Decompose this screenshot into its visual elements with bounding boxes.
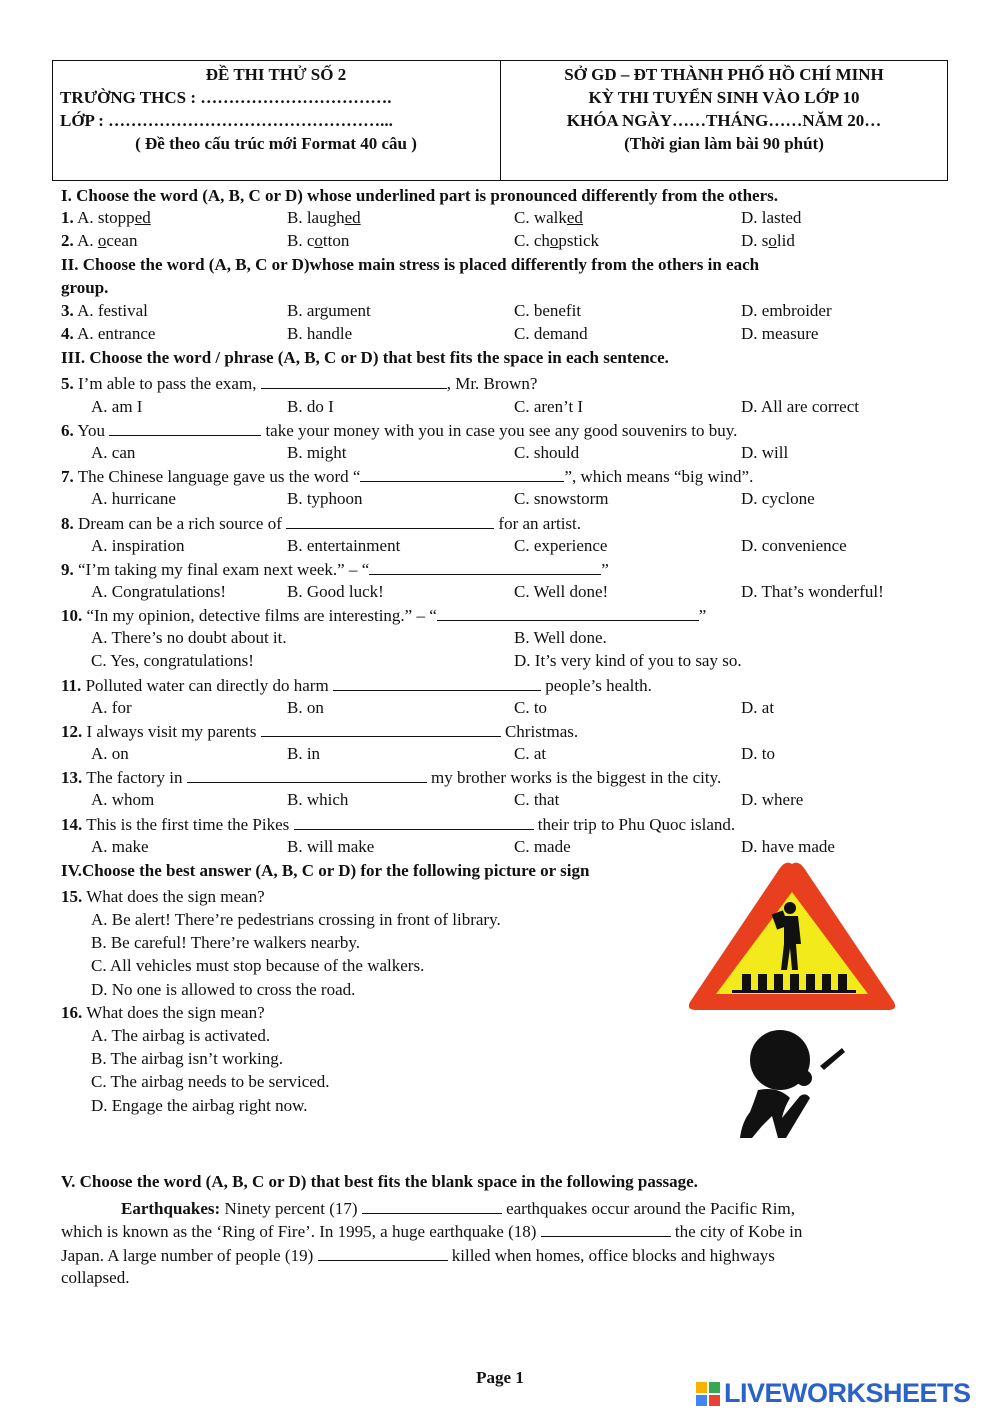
q11-stem: 11. Polluted water can directly do harm people’s health.	[61, 676, 652, 695]
exam-duration: (Thời gian làm bài 90 phút)	[624, 134, 824, 153]
answer-blank[interactable]	[261, 373, 447, 389]
q8-option-d: D. convenience	[741, 536, 847, 555]
q-number: 1.	[61, 208, 74, 227]
q3-option-d: D. embroider	[741, 301, 832, 320]
q11-option-b: B. on	[287, 698, 324, 717]
passage-line-1: Earthquakes: Ninety percent (17) earthquakes occur around the Pacific Rim,	[121, 1199, 795, 1218]
q11-option-c: C. to	[514, 698, 548, 717]
q5-option-d: D. All are correct	[741, 397, 859, 416]
q1-option-b: B. laughed	[287, 208, 361, 227]
q6-stem: 6. You take your money with you in case you see any good souvenirs to buy.	[61, 421, 738, 440]
q13-option-a: A. whom	[91, 790, 155, 809]
q1-row: 1. A. stopped	[61, 208, 151, 227]
q6-option-a: A. can	[91, 443, 136, 462]
q16-stem: 16. What does the sign mean?	[61, 1003, 265, 1022]
q9-option-b: B. Good luck!	[287, 582, 384, 601]
q13-option-c: C. that	[514, 790, 560, 809]
passage-line-2: which is known as the ‘Ring of Fire’. In 1995, a huge earthquake (18) the city of Kobe in	[61, 1222, 803, 1241]
q15-stem: 15. What does the sign mean?	[61, 887, 265, 906]
q13-stem: 13. The factory in my brother works is the biggest in the city.	[61, 768, 722, 787]
q3-option-c: C. benefit	[514, 301, 582, 320]
q13-option-d: D. where	[741, 790, 804, 809]
airbag-warning-icon	[738, 1026, 848, 1144]
passage-title: Earthquakes:	[121, 1199, 221, 1218]
answer-blank[interactable]	[294, 814, 534, 830]
q7-option-b: B. typhoon	[287, 489, 363, 508]
q11-option-a: A. for	[91, 698, 132, 717]
liveworksheets-logo[interactable]	[694, 1378, 994, 1408]
q8-option-a: A. inspiration	[91, 536, 185, 555]
q3-option-a: 3. A. festival	[61, 301, 148, 320]
q2-option-b: B. cotton	[287, 231, 350, 250]
q15-option-b: B. Be careful! There’re walkers nearby.	[91, 933, 361, 952]
answer-blank[interactable]	[286, 513, 494, 529]
q1-option-d: D. lasted	[741, 208, 802, 227]
q5-stem: 5. I’m able to pass the exam, , Mr. Brown?	[61, 374, 538, 393]
q15-option-c: C. All vehicles must stop because of the walkers.	[91, 956, 425, 975]
section1-heading: I. Choose the word (A, B, C or D) whose underlined part is pronounced differently from the others.	[61, 186, 778, 205]
exam-name: KỲ THI TUYỂN SINH VÀO LỚP 10	[588, 88, 860, 107]
q16-option-c: C. The airbag needs to be serviced.	[91, 1072, 330, 1091]
q9-option-c: C. Well done!	[514, 582, 609, 601]
answer-blank[interactable]	[333, 675, 541, 691]
q13-option-b: B. which	[287, 790, 349, 809]
section5-heading: V. Choose the word (A, B, C or D) that best fits the blank space in the following passage.	[61, 1172, 698, 1191]
q3-option-b: B. argument	[287, 301, 371, 320]
department: SỞ GD – ĐT THÀNH PHỐ HỒ CHÍ MINH	[564, 65, 884, 84]
q5-option-a: A. am I	[91, 397, 143, 416]
q10-option-b: B. Well done.	[514, 628, 607, 647]
q6-option-c: C. should	[514, 443, 580, 462]
q7-option-c: C. snowstorm	[514, 489, 609, 508]
exam-title: ĐỀ THI THỬ SỐ 2	[205, 65, 347, 84]
q14-stem: 14. This is the first time the Pikes their trip to Phu Quoc island.	[61, 815, 736, 834]
q14-option-c: C. made	[514, 837, 571, 856]
q2-option-d: D. solid	[741, 231, 795, 250]
section4-heading: IV.Choose the best answer (A, B, C or D) for the following picture or sign	[61, 861, 590, 880]
q7-option-a: A. hurricane	[91, 489, 176, 508]
school-field: TRƯỜNG THCS : …………………………….	[60, 88, 392, 107]
format-note: ( Đề theo cấu trúc mới Format 40 câu )	[135, 134, 417, 153]
q2-row: 2. A. ocean	[61, 231, 138, 250]
q6-option-d: D. will	[741, 443, 789, 462]
q16-option-b: B. The airbag isn’t working.	[91, 1049, 284, 1068]
q15-option-a: A. Be alert! There’re pedestrians crossing in front of library.	[91, 910, 501, 929]
q5-option-c: C. aren’t I	[514, 397, 584, 416]
q16-option-d: D. Engage the airbag right now.	[91, 1096, 308, 1115]
answer-blank[interactable]	[109, 420, 261, 436]
page-number: Page 1	[476, 1368, 524, 1387]
answer-blank[interactable]	[437, 605, 699, 621]
q11-option-d: D. at	[741, 698, 775, 717]
q8-option-c: C. experience	[514, 536, 608, 555]
q4-option-c: C. demand	[514, 324, 588, 343]
q12-option-c: C. at	[514, 744, 547, 763]
q5-option-b: B. do I	[287, 397, 334, 416]
passage-line-4: collapsed.	[61, 1268, 130, 1287]
q10-stem: 10. “In my opinion, detective films are interesting.” – “ ”	[61, 606, 707, 625]
exam-date: KHÓA NGÀY……THÁNG……NĂM 20…	[566, 111, 882, 130]
section2-heading-cont: group.	[61, 278, 109, 297]
q15-option-d: D. No one is allowed to cross the road.	[91, 980, 356, 999]
pedestrian-crossing-sign-icon	[686, 858, 898, 1014]
q9-stem: 9. “I’m taking my final exam next week.” – “ ”	[61, 560, 609, 579]
q12-option-d: D. to	[741, 744, 775, 763]
q1-option-c: C. walked	[514, 208, 583, 227]
liveworksheets-logo-icon	[696, 1382, 720, 1406]
answer-blank[interactable]	[541, 1221, 671, 1237]
q8-option-b: B. entertainment	[287, 536, 401, 555]
q4-option-d: D. measure	[741, 324, 819, 343]
answer-blank[interactable]	[362, 1198, 502, 1214]
q14-option-b: B. will make	[287, 837, 375, 856]
answer-blank[interactable]	[187, 767, 427, 783]
q7-option-d: D. cyclone	[741, 489, 815, 508]
q14-option-d: D. have made	[741, 837, 835, 856]
q10-option-a: A. There’s no doubt about it.	[91, 628, 287, 647]
q4-option-b: B. handle	[287, 324, 353, 343]
q10-option-c: C. Yes, congratulations!	[91, 651, 254, 670]
q9-option-a: A. Congratulations!	[91, 582, 227, 601]
q12-option-b: B. in	[287, 744, 321, 763]
passage-line-3: Japan. A large number of people (19) killed when homes, office blocks and highways	[61, 1246, 775, 1265]
q6-option-b: B. might	[287, 443, 347, 462]
q12-stem: 12. I always visit my parents Christmas.	[61, 722, 579, 741]
section2-heading: II. Choose the word (A, B, C or D)whose main stress is placed differently from the others in each	[61, 255, 760, 274]
answer-blank[interactable]	[318, 1245, 448, 1261]
q8-stem: 8. Dream can be a rich source of for an artist.	[61, 514, 582, 533]
section3-heading: III. Choose the word / phrase (A, B, C or D) that best fits the space in each sentence.	[61, 348, 669, 367]
liveworksheets-brand: LIVEWORKSHEETS	[724, 1378, 971, 1408]
q-number: 2.	[61, 231, 74, 250]
q14-option-a: A. make	[91, 837, 149, 856]
q7-stem: 7. The Chinese language gave us the word “ ”, which means “big wind”.	[61, 467, 754, 486]
q12-option-a: A. on	[91, 744, 129, 763]
answer-blank[interactable]	[261, 721, 501, 737]
answer-blank[interactable]	[369, 559, 601, 575]
answer-blank[interactable]	[360, 466, 564, 482]
q4-option-a: 4. A. entrance	[61, 324, 156, 343]
q16-option-a: A. The airbag is activated.	[91, 1026, 271, 1045]
q2-option-c: C. chopstick	[514, 231, 599, 250]
class-field: LỚP : …………………………………………...	[60, 111, 393, 130]
q10-option-d: D. It’s very kind of you to say so.	[514, 651, 742, 670]
q9-option-d: D. That’s wonderful!	[741, 582, 884, 601]
